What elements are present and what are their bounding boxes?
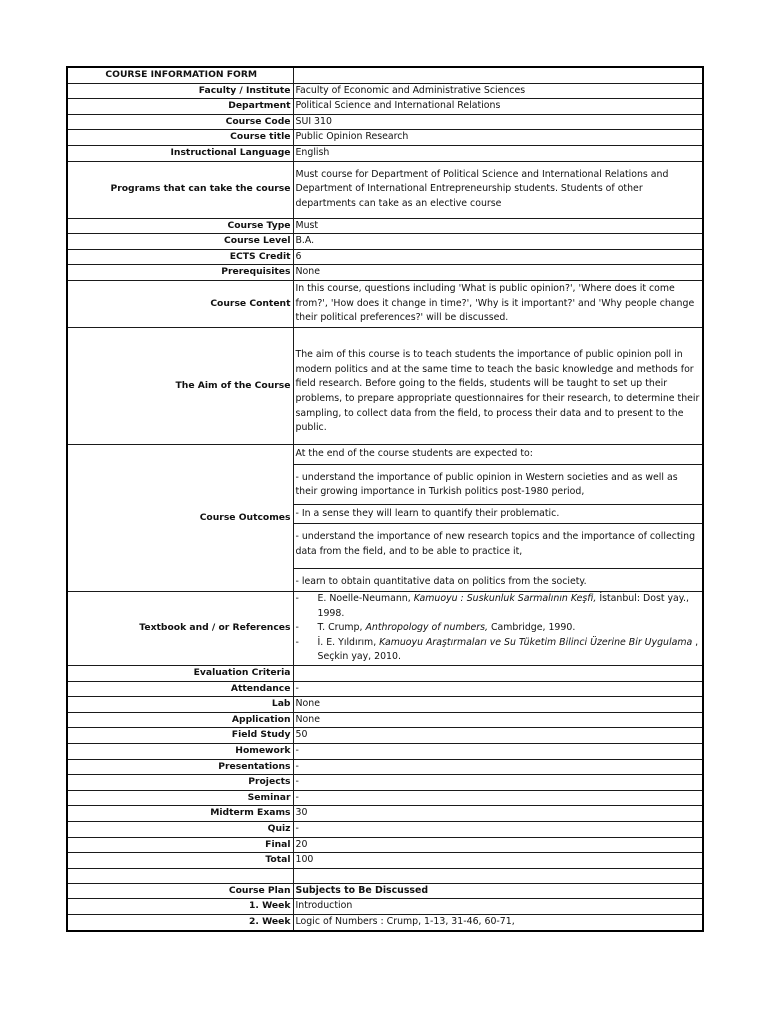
seminar-value: - (293, 790, 703, 806)
info-row (67, 234, 703, 250)
reference-title: Kamuoyu : Suskunluk Sarmalının Keşfi, (413, 593, 597, 605)
evaluation-row (67, 744, 703, 760)
language-label: Instructional Language (67, 145, 293, 161)
course-aim-value: The aim of this course is to teach students the importance of public opinion poll in modern politics and at the same time to teach the basic knowledge and methods for field research. Before going to the fields, students will be taught to set up their problems, to prepare appropriate questionnaires for their research, to determine their sampling, to collect data from the field, to process their data and to present to the public. (293, 327, 703, 444)
spacer-cell (293, 868, 703, 883)
reference-title: Kamuoyu Araştırmaları ve Su Tüketim Bilinci Üzerine Bir Uygulama (379, 636, 693, 648)
info-row (67, 249, 703, 265)
field-study-label: Field Study (67, 728, 293, 744)
evaluation-row (67, 697, 703, 713)
info-row (67, 130, 703, 146)
plan-header-row (67, 883, 703, 899)
quiz-value: - (293, 822, 703, 838)
week-2-value: Logic of Numbers : Crump, 1-13, 31-46, 60-71, (293, 914, 703, 930)
info-row (67, 218, 703, 234)
attendance-value: - (293, 681, 703, 697)
seminar-label: Seminar (67, 790, 293, 806)
course-type-value: Must (293, 218, 703, 234)
quiz-label: Quiz (67, 822, 293, 838)
programs-value: Must course for Department of Political Science and International Relations and Department of International Entrepreneurship students. Students of other departments can take as an elective course (293, 161, 703, 218)
course-content-label: Course Content (67, 280, 293, 327)
info-row (67, 114, 703, 130)
prerequisites-value: None (293, 265, 703, 281)
course-code-label: Course Code (67, 114, 293, 130)
midterm-exams-value: 30 (293, 806, 703, 822)
reference-title: Anthropology of numbers, (365, 622, 489, 634)
evaluation-criteria-blank (293, 666, 703, 682)
presentations-label: Presentations (67, 759, 293, 775)
total-value: 100 (293, 853, 703, 869)
evaluation-row (67, 837, 703, 853)
reference-text (318, 636, 701, 665)
ects-credit-label: ECTS Credit (67, 249, 293, 265)
course-title-label: Course title (67, 130, 293, 146)
spacer-row (67, 868, 703, 883)
evaluation-row (67, 728, 703, 744)
info-row (67, 83, 703, 99)
reference-author: E. Noelle-Neumann, (317, 593, 414, 605)
course-plan-label: Course Plan (67, 883, 293, 899)
lab-value: None (293, 697, 703, 713)
reference-rest: , Seçkin yay, 2010. (317, 636, 699, 663)
total-label: Total (67, 853, 293, 869)
evaluation-row (67, 790, 703, 806)
evaluation-row (67, 775, 703, 791)
projects-label: Projects (67, 775, 293, 791)
course-level-value: B.A. (293, 234, 703, 250)
reference-text (318, 592, 701, 621)
homework-value: - (293, 744, 703, 760)
plan-week-row (67, 899, 703, 915)
evaluation-row (67, 712, 703, 728)
evaluation-header-row (67, 666, 703, 682)
programs-row (67, 161, 703, 218)
course-information-form (66, 66, 704, 932)
info-row (67, 145, 703, 161)
reference-dash: - (295, 593, 299, 605)
reference-author: T. Crump, (317, 622, 366, 634)
outcome-item: - In a sense they will learn to quantify their problematic. (294, 505, 703, 525)
outcomes-row (67, 444, 703, 591)
spacer-cell (67, 868, 293, 883)
form-title-blank (293, 67, 703, 83)
faculty-label: Faculty / Institute (67, 83, 293, 99)
final-value: 20 (293, 837, 703, 853)
course-outcomes-cell (293, 444, 703, 591)
references-row (67, 592, 703, 666)
evaluation-criteria-label: Evaluation Criteria (67, 666, 293, 682)
reference-author: İ. E. Yıldırım, (317, 636, 380, 648)
application-label: Application (67, 712, 293, 728)
reference-dash: - (295, 636, 299, 648)
outcome-item: - learn to obtain quantitative data on politics from the society. (295, 575, 587, 587)
evaluation-row (67, 806, 703, 822)
course-title-value: Public Opinion Research (293, 130, 703, 146)
lab-label: Lab (67, 697, 293, 713)
week-1-value: Introduction (293, 899, 703, 915)
evaluation-row (67, 759, 703, 775)
outcome-item: - understand the importance of new research topics and the importance of collecting data from the field, and to be able to practice it, (294, 524, 703, 568)
reference-item (296, 636, 701, 665)
course-aim-label: The Aim of the Course (67, 327, 293, 444)
course-type-label: Course Type (67, 218, 293, 234)
outcome-item: At the end of the course students are expected to: (294, 445, 703, 465)
language-value: English (293, 145, 703, 161)
attendance-label: Attendance (67, 681, 293, 697)
reference-rest: Cambridge, 1990. (488, 622, 576, 634)
reference-item (296, 592, 701, 621)
programs-label: Programs that can take the course (67, 161, 293, 218)
department-value: Political Science and International Relations (293, 99, 703, 115)
prerequisites-label: Prerequisites (67, 265, 293, 281)
week-2-label: 2. Week (67, 914, 293, 930)
course-content-value: In this course, questions including 'What is public opinion?', 'Where does it come from?', 'How does it change in time?', 'Why is it important?' and 'Why people change their political preferences?' will be discussed. (293, 280, 703, 327)
info-row (67, 99, 703, 115)
references-label: Textbook and / or References (67, 592, 293, 666)
evaluation-row (67, 681, 703, 697)
midterm-exams-label: Midterm Exams (67, 806, 293, 822)
subjects-header: Subjects to Be Discussed (293, 883, 703, 899)
homework-label: Homework (67, 744, 293, 760)
evaluation-row (67, 853, 703, 869)
outcomes-list (294, 445, 703, 591)
application-value: None (293, 712, 703, 728)
reference-dash: - (295, 622, 299, 634)
form-title: COURSE INFORMATION FORM (67, 67, 293, 83)
week-1-label: 1. Week (67, 899, 293, 915)
content-row (67, 280, 703, 327)
info-row (67, 265, 703, 281)
plan-week-row (67, 914, 703, 930)
references-cell (293, 592, 703, 666)
course-outcomes-label: Course Outcomes (67, 444, 293, 591)
reference-item (296, 621, 701, 636)
reference-rest: İstanbul: Dost yay., 1998. (317, 593, 689, 619)
aim-row (67, 327, 703, 444)
field-study-value: 50 (293, 728, 703, 744)
faculty-value: Faculty of Economic and Administrative Sciences (293, 83, 703, 99)
course-code-value: SUI 310 (293, 114, 703, 130)
evaluation-row (67, 822, 703, 838)
course-level-label: Course Level (67, 234, 293, 250)
form-title-row (67, 67, 703, 83)
reference-text (318, 621, 576, 636)
projects-value: - (293, 775, 703, 791)
final-label: Final (67, 837, 293, 853)
department-label: Department (67, 99, 293, 115)
presentations-value: - (293, 759, 703, 775)
ects-credit-value: 6 (293, 249, 703, 265)
outcome-item: - understand the importance of public opinion in Western societies and as well as their growing importance in Turkish politics post-1980 period, (294, 465, 703, 505)
